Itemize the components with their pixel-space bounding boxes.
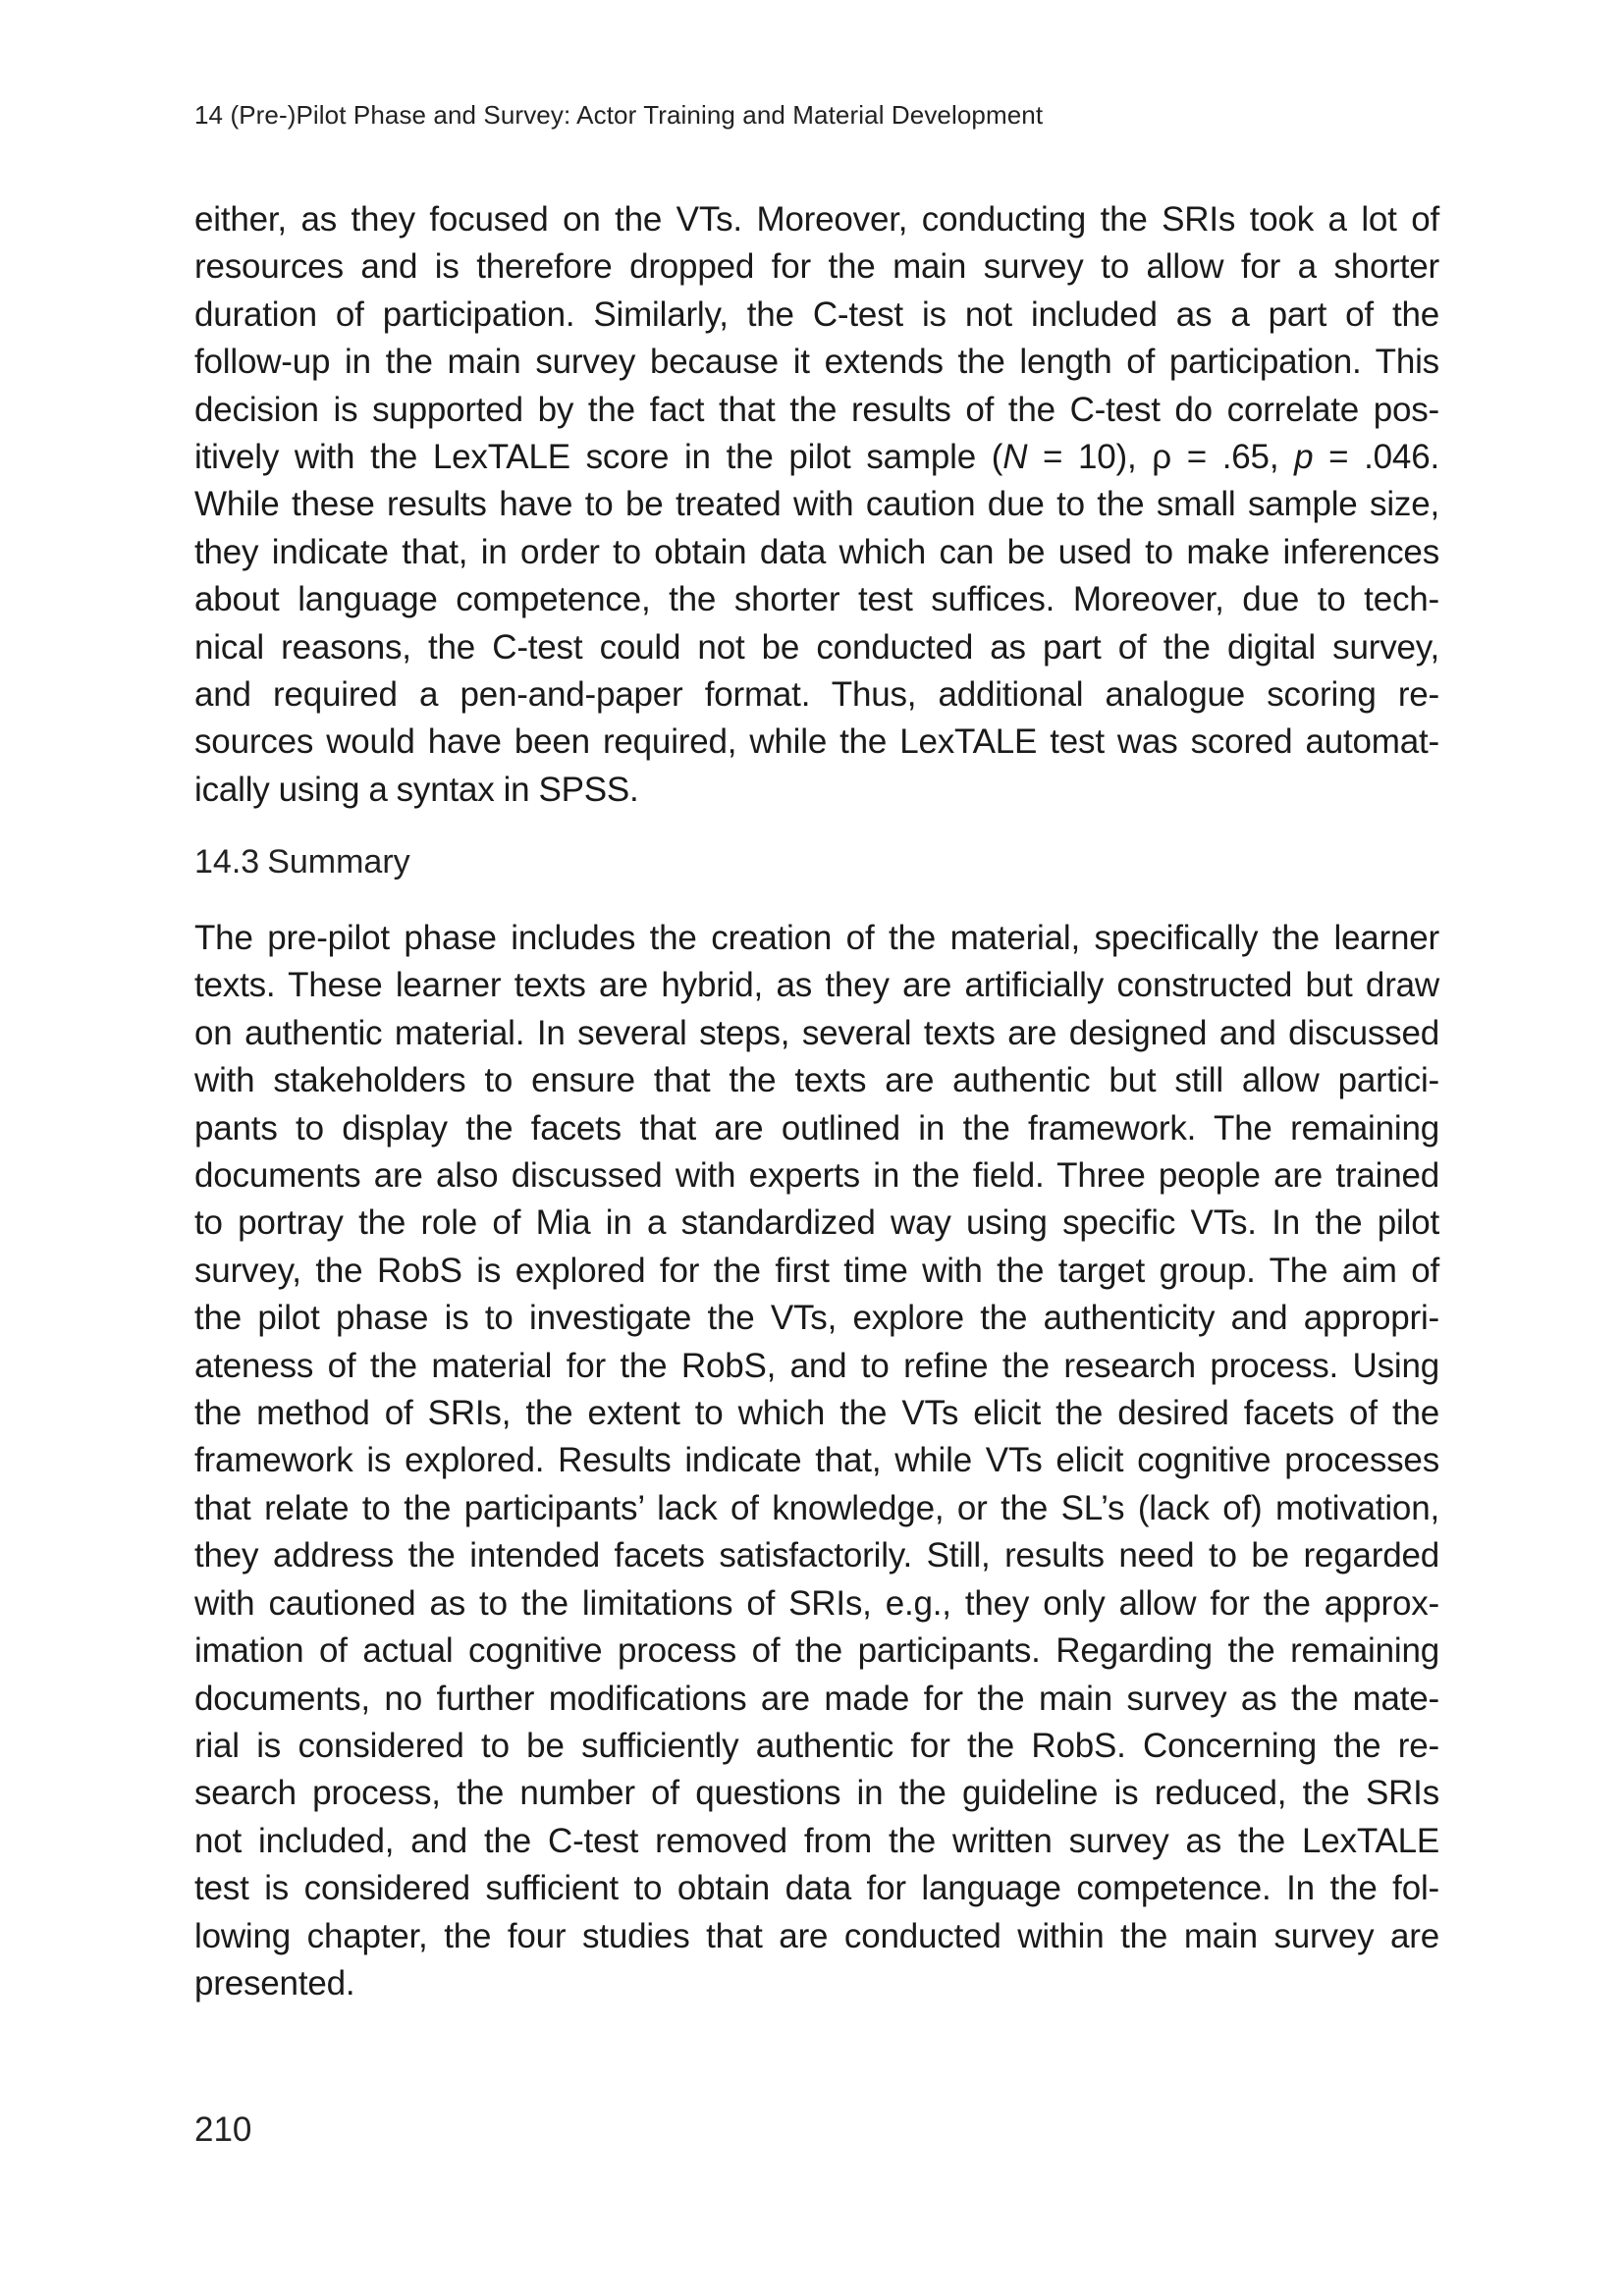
text-line: they address the intended facets satisfactorily. Still, results need to be regarded [194,1536,1439,1575]
text-fragment: itively with the LexTALE score in the pilot sample ( [194,438,1003,477]
text-line: test is considered sufficient to obtain data for language competence. In the fol- [194,1869,1439,1908]
text-line: texts. These learner texts are hybrid, as they are artificially constructed but draw [194,966,1439,1005]
text-line: not included, and the C-test removed from the written survey as the LexTALE [194,1821,1439,1860]
text-line: on authentic material. In several steps, several texts are designed and discussed [194,1013,1439,1052]
text-line: the method of SRIs, the extent to which the VTs elicit the desired facets of the [194,1394,1439,1433]
text-line: with stakeholders to ensure that the texts are authentic but still allow partici- [194,1061,1439,1100]
text-line: nical reasons, the C-test could not be conducted as part of the digital survey, [194,627,1439,667]
text-line: duration of participation. Similarly, the C-test is not included as a part of the [194,294,1439,334]
body-paragraph-2 [194,915,1439,2007]
text-line: survey, the RobS is explored for the first time with the target group. The aim of [194,1251,1439,1290]
running-header: 14 (Pre-)Pilot Phase and Survey: Actor Training and Material Development [194,100,1044,130]
page-number: 210 [194,2110,252,2149]
text-line: about language competence, the shorter test suffices. Moreover, due to tech- [194,580,1439,619]
text-line: framework is explored. Results indicate that, while VTs elicit cognitive processes [194,1441,1439,1480]
text-line: follow-up in the main survey because it extends the length of participation. This [194,343,1439,382]
body-paragraph-1 [194,196,1439,814]
section-heading [194,840,410,883]
text-line: sources would have been required, while the LexTALE test was scored automat- [194,722,1439,762]
text-line-statistics [194,434,1439,481]
text-line: to portray the role of Mia in a standardized way using specific VTs. In the pilot [194,1203,1439,1243]
text-line: rial is considered to be sufficiently authentic for the RobS. Concerning the re- [194,1726,1439,1765]
text-line: with cautioned as to the limitations of SRIs, e.g., they only allow for the approx- [194,1583,1439,1623]
text-line: imation of actual cognitive process of the participants. Regarding the remaining [194,1631,1439,1671]
section-title: Summary [267,843,410,881]
text-line: documents are also discussed with experts in the field. Three people are trained [194,1156,1439,1196]
text-line: lowing chapter, the four studies that are conducted within the main survey are [194,1916,1439,1955]
text-line: they indicate that, in order to obtain data which can be used to make inferences [194,532,1439,571]
text-line: The pre-pilot phase includes the creation of the material, specifically the learner [194,919,1439,957]
stat-n-value: = 10), ρ = .65, [1027,438,1295,477]
stat-p-symbol: p [1294,438,1314,477]
stat-n-symbol: N [1002,438,1028,477]
text-line: resources and is therefore dropped for the main survey to allow for a shorter [194,247,1439,287]
text-line: pants to display the facets that are outlined in the framework. The remaining [194,1108,1439,1148]
stat-p-value: = .046. [1313,438,1439,477]
text-line: ically using a syntax in SPSS. [194,770,639,809]
section-number: 14.3 [194,843,260,881]
text-line: the pilot phase is to investigate the VTs, explore the authenticity and appropri- [194,1299,1439,1338]
text-line: either, as they focused on the VTs. Moreover, conducting the SRIs took a lot of [194,200,1439,239]
text-line: documents, no further modifications are made for the main survey as the mate- [194,1679,1439,1718]
text-line: and required a pen-and-paper format. Thus, additional analogue scoring re- [194,675,1439,715]
text-line: presented. [194,1963,355,2002]
text-line: that relate to the participants’ lack of knowledge, or the SL’s (lack of) motivation, [194,1488,1439,1527]
text-line: decision is supported by the fact that the results of the C-test do correlate pos- [194,390,1439,429]
text-line: ateness of the material for the RobS, and to refine the research process. Using [194,1346,1439,1385]
text-line: While these results have to be treated with caution due to the small sample size, [194,485,1439,524]
text-line: search process, the number of questions in the guideline is reduced, the SRIs [194,1774,1439,1813]
